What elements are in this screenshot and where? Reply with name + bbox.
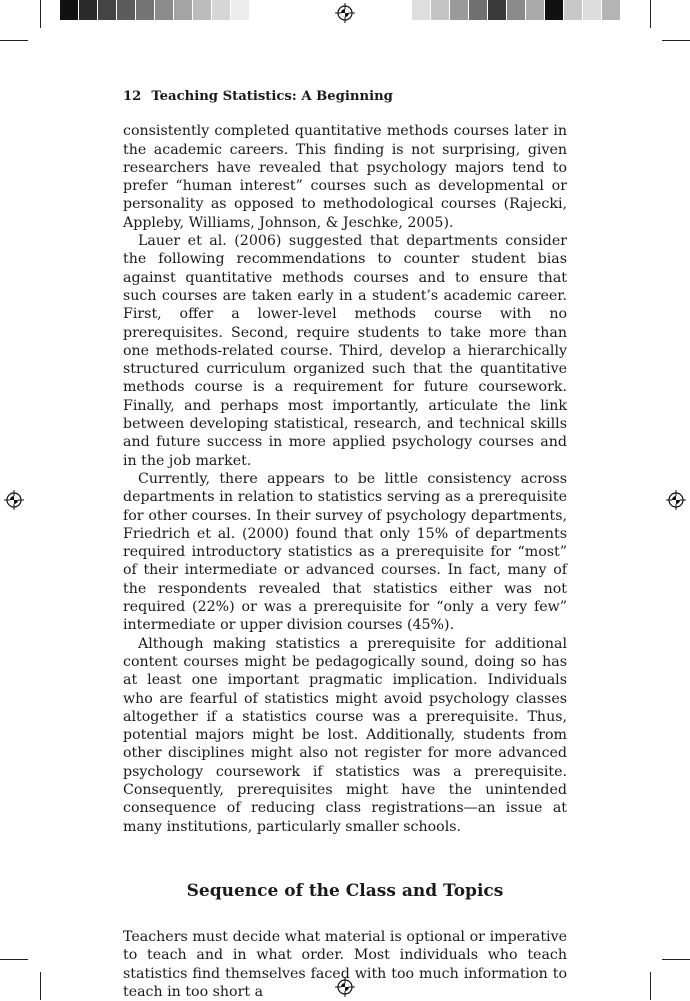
color-bar-left-swatch-2	[98, 0, 116, 20]
color-bar-left-swatch-9	[231, 0, 249, 20]
section-heading: Sequence of the Class and Topics	[186, 880, 504, 901]
color-bar-left	[60, 0, 250, 20]
color-bar-left-swatch-0	[60, 0, 78, 20]
color-bar-right-swatch-5	[507, 0, 525, 20]
color-bar-right-swatch-3	[469, 0, 487, 20]
color-bar-right	[412, 0, 621, 20]
color-bar-right-swatch-0	[412, 0, 430, 20]
crop-mark-top-left-h	[0, 40, 28, 41]
running-head-title: Teaching Statistics: A Beginning	[151, 89, 393, 104]
color-bar-right-swatch-9	[583, 0, 601, 20]
crop-mark-bottom-right	[650, 972, 651, 1000]
color-bar-right-swatch-8	[564, 0, 582, 20]
color-bar-left-swatch-4	[136, 0, 154, 20]
registration-mark-top-icon	[335, 3, 355, 23]
crop-mark-bottom-right-h	[662, 959, 690, 960]
color-bar-right-swatch-10	[602, 0, 620, 20]
color-bar-left-swatch-7	[193, 0, 211, 20]
color-bar-right-swatch-6	[526, 0, 544, 20]
section-paragraph: Teachers must decide what material is optional or imperative to teach and in what order. Most individuals who teach statistics find themselves faced with too much information to teach in too short a	[123, 929, 567, 1001]
color-bar-right-swatch-1	[431, 0, 449, 20]
running-head	[123, 88, 567, 106]
registration-mark-left-icon	[4, 490, 24, 510]
crop-mark-top-left	[40, 0, 41, 28]
color-bar-left-swatch-8	[212, 0, 230, 20]
paragraph-although: Although making statistics a prerequisite for additional content courses might be pedagogically sound, doing so has at least one important pragmatic implication. Individuals who are fearful of statistics might avoid psychology classes altogether if a statistics course was a prerequisite. Thus, potential majors might be lost. Additionally, students from other disciplines might also not register for more advanced psychology coursework if statistics was a prerequisite. Consequently, prerequisites might have the unintended consequence of reducing class registrations—an issue at many institutions, particularly smaller schools.	[123, 635, 567, 835]
paragraph-lauer: Lauer et al. (2006) suggested that departments consider the following recommendations to counter student bias against quantitative methods courses and to ensure that such courses are taken early in a student’s academic career. First, offer a lower-level methods course with no prerequisites. Second, require students to take more than one methods-related course. Third, develop a hierarchically structured curriculum organized such that the quantitative methods course is a requirement for future coursework. Finally, and perhaps most importantly, articulate the link between developing statistical, research, and technical skills and future success in more applied psychology courses and in the job market.	[123, 233, 567, 469]
color-bar-right-swatch-2	[450, 0, 468, 20]
paragraph-continued: consistently completed quantitative methods courses later in the academic careers. This finding is not surprising, given researchers have revealed that psychology majors tend to prefer “human interest” courses such as developmental or personality as opposed to methodological courses (Rajecki, Appleby, Williams, Johnson, & Jeschke, 2005).	[123, 123, 567, 231]
color-bar-left-swatch-5	[155, 0, 173, 20]
crop-mark-bottom-left	[40, 972, 41, 1000]
color-bar-left-swatch-1	[79, 0, 97, 20]
color-bar-left-swatch-6	[174, 0, 192, 20]
color-bar-right-swatch-4	[488, 0, 506, 20]
crop-mark-top-right-h	[662, 40, 690, 41]
page-number: 12	[123, 89, 142, 104]
crop-mark-bottom-left-h	[0, 959, 28, 960]
book-page	[123, 88, 567, 1001]
crop-mark-top-right	[650, 0, 651, 28]
paragraph-currently: Currently, there appears to be little consistency across departments in relation to statistics serving as a prerequisite for other courses. In their survey of psychology departments, Friedrich et al. (2000) found that only 15% of departments required introductory statistics as a prerequisite for “most” of their intermediate or advanced courses. In fact, many of the respondents revealed that statistics either was not required (22%) or was a prerequisite for “only a very few” intermediate or upper division courses (45%).	[123, 470, 567, 634]
color-bar-left-swatch-3	[117, 0, 135, 20]
color-bar-right-swatch-7	[545, 0, 563, 20]
registration-mark-right-icon	[666, 490, 686, 510]
